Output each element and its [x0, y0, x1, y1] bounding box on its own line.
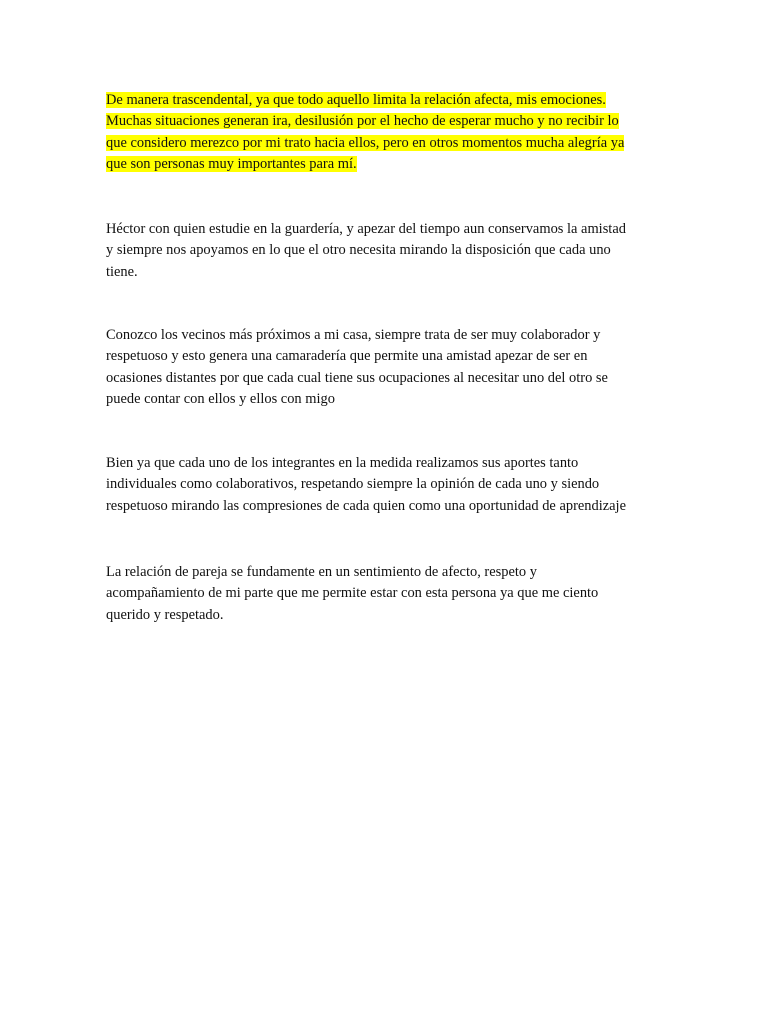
text-line: La relación de pareja se fundamente en un sentimiento de afecto, respeto y: [106, 564, 537, 580]
text-line: Héctor con quien estudie en la guardería, y apezar del tiempo aun conservamos la amistad: [106, 221, 626, 237]
text-line: respetuoso y esto genera una camaradería que permite una amistad apezar de ser en: [106, 348, 588, 365]
text-line: Bien ya que cada uno de los integrantes en la medida realizamos sus aportes tanto: [106, 455, 579, 471]
text-line: querido y respetado.: [106, 606, 224, 623]
text-line: que considero merezco por mi trato hacia ellos, pero en otros momentos mucha alegría ya: [106, 134, 625, 151]
text-line: acompañamiento de mi parte que me permite estar con esta persona ya que me ciento: [106, 585, 599, 602]
text-line: respetuoso mirando las compresiones de cada quien como una oportunidad de aprendizaje: [106, 497, 626, 514]
paragraph-hector: [106, 219, 666, 283]
text-line: y siempre nos apoyamos en lo que el otro necesita mirando la disposición que cada uno: [106, 242, 611, 259]
text-line: De manera trascendental, ya que todo aquello limita la relación afecta, mis emociones.: [106, 92, 606, 108]
paragraph-neighbors: [106, 325, 666, 410]
text-line: tiene.: [106, 263, 138, 280]
text-line: Conozco los vecinos más próximos a mi casa, siempre trata de ser muy colaborador y: [106, 327, 601, 343]
text-line: ocasiones distantes por que cada cual tiene sus ocupaciones al necesitar uno del otro se: [106, 369, 608, 386]
text-line: Muchas situaciones generan ira, desilusión por el hecho de esperar mucho y no recibir lo: [106, 113, 619, 130]
text-line: individuales como colaborativos, respetando siempre la opinión de cada uno y siendo: [106, 476, 600, 493]
text-line: puede contar con ellos y ellos con migo: [106, 390, 335, 407]
paragraph-couple-relationship: [106, 562, 666, 626]
text-line: que son personas muy importantes para mí.: [106, 155, 357, 172]
paragraph-highlighted-emotions: [106, 90, 666, 175]
paragraph-team-members: [106, 453, 666, 517]
